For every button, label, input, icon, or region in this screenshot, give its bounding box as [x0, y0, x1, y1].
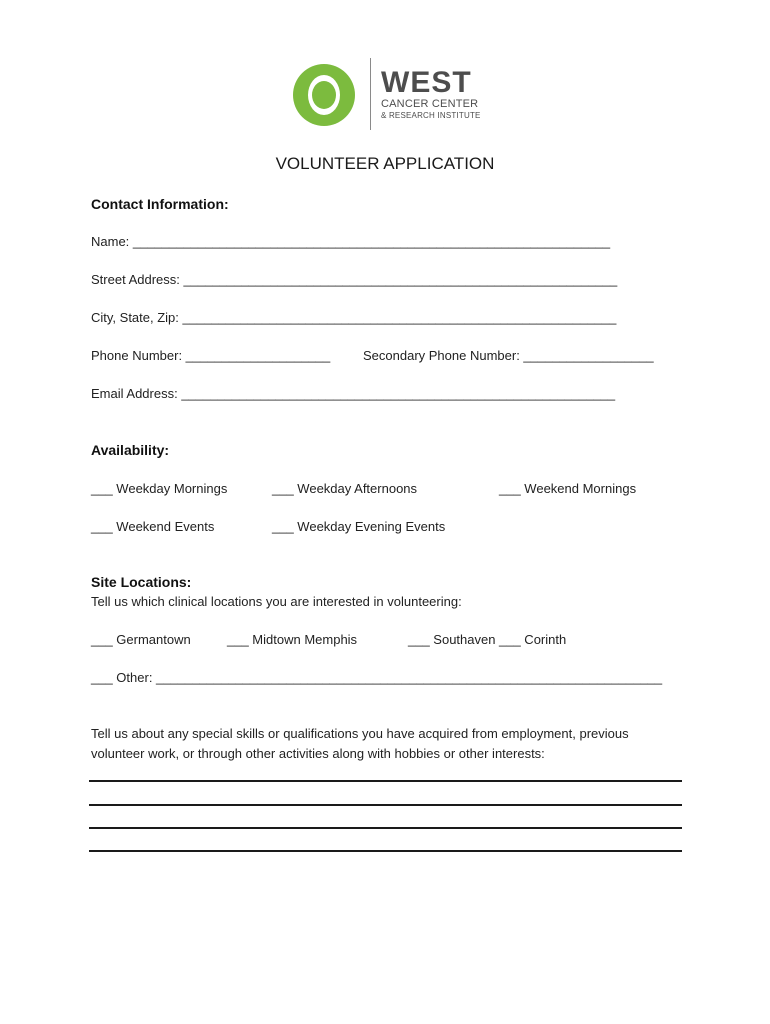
southaven-option[interactable]: ___ Southaven — [408, 632, 496, 647]
logo-name: WEST — [381, 66, 472, 99]
email-address-field[interactable]: Email Address: ____________________________________________________________ — [91, 386, 616, 401]
skills-answer-line[interactable] — [89, 804, 682, 806]
logo-divider — [370, 58, 371, 130]
skills-prompt-line2: volunteer work, or through other activities along with hobbies or other interests: — [91, 746, 545, 761]
weekday-evening-events-option[interactable]: ___ Weekday Evening Events — [272, 519, 446, 534]
availability-heading: Availability: — [91, 442, 170, 458]
midtown-memphis-option[interactable]: ___ Midtown Memphis — [227, 632, 358, 647]
weekday-mornings-option[interactable]: ___ Weekday Mornings — [91, 481, 228, 496]
site-locations-prompt: Tell us which clinical locations you are interested in volunteering: — [91, 594, 462, 609]
weekday-afternoons-option[interactable]: ___ Weekday Afternoons — [272, 481, 418, 496]
secondary-phone-field[interactable]: Secondary Phone Number: __________________ — [363, 348, 654, 363]
weekend-events-option[interactable]: ___ Weekend Events — [91, 519, 215, 534]
contact-heading: Contact Information: — [91, 196, 229, 212]
west-cancer-center-logo — [293, 56, 483, 132]
name-field[interactable]: Name: __________________________________________________________________ — [91, 234, 611, 249]
skills-answer-line[interactable] — [89, 827, 682, 829]
site-locations-heading: Site Locations: — [91, 574, 192, 590]
phone-number-field[interactable]: Phone Number: ____________________ — [91, 348, 331, 363]
weekend-mornings-option[interactable]: ___ Weekend Mornings — [499, 481, 637, 496]
logo-line2: & RESEARCH INSTITUTE — [381, 111, 481, 120]
skills-answer-line[interactable] — [89, 850, 682, 852]
skills-prompt-line1: Tell us about any special skills or qualifications you have acquired from employment, previous — [91, 726, 629, 741]
germantown-option[interactable]: ___ Germantown — [91, 632, 191, 647]
page-title: VOLUNTEER APPLICATION — [275, 154, 495, 173]
skills-answer-line[interactable] — [89, 780, 682, 782]
logo-line1: CANCER CENTER — [381, 98, 479, 110]
logo-ring-icon — [293, 64, 355, 126]
corinth-option[interactable]: ___ Corinth — [499, 632, 567, 647]
street-address-field[interactable]: Street Address: ____________________________________________________________ — [91, 272, 618, 287]
other-location-field[interactable]: ___ Other: ______________________________________________________________________ — [91, 670, 663, 685]
city-state-zip-field[interactable]: City, State, Zip: ____________________________________________________________ — [91, 310, 617, 325]
